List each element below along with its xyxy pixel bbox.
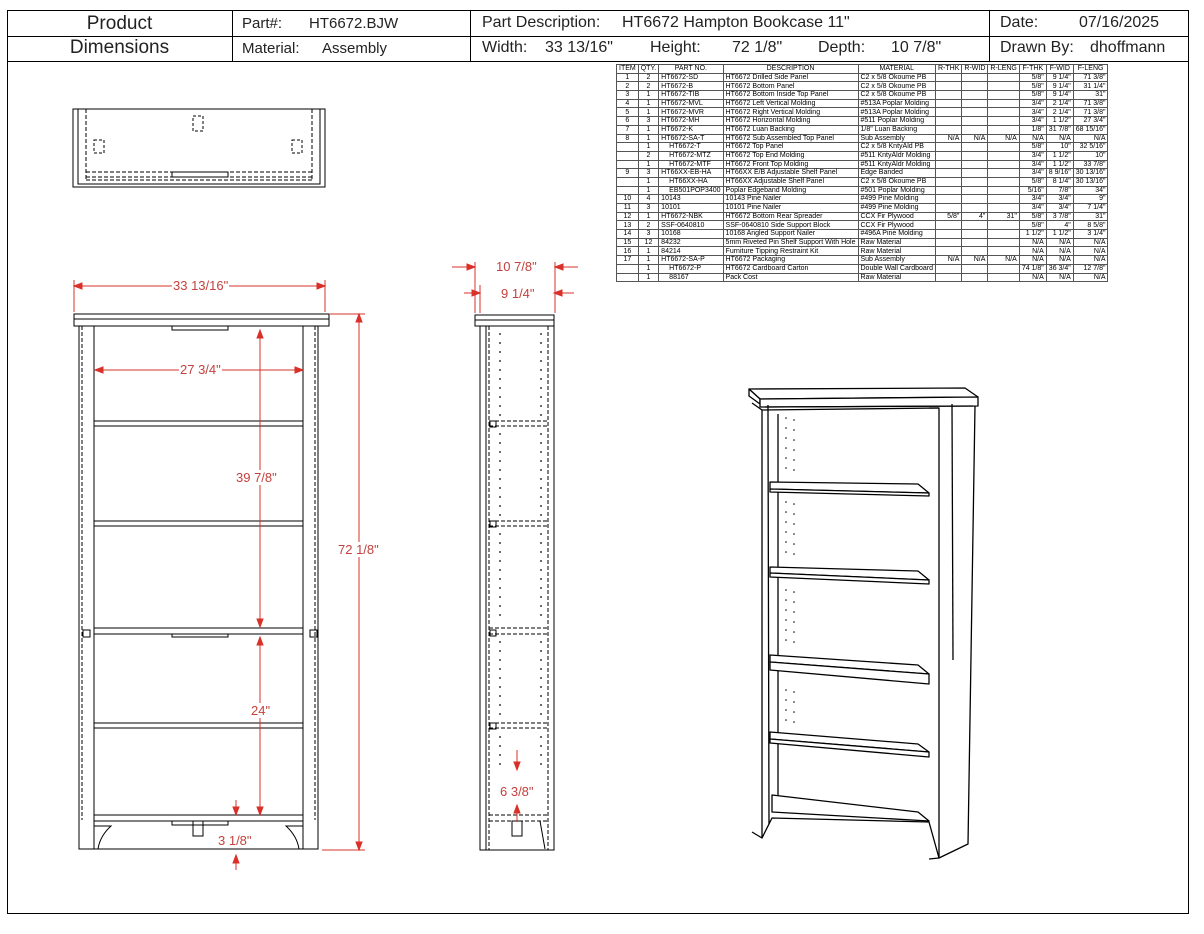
- bom-cell: N/A: [1019, 134, 1046, 143]
- bom-cell: 2 1/4": [1046, 99, 1073, 108]
- bom-cell: 5/8": [1019, 143, 1046, 152]
- bom-cell: 84214: [659, 247, 723, 256]
- bom-header-cell: F-THK: [1019, 65, 1046, 74]
- bom-cell: 5mm Riveted Pin Shelf Support With Hole: [723, 238, 858, 247]
- bom-cell: 6: [617, 117, 639, 126]
- bom-cell: 31 7/8": [1046, 125, 1073, 134]
- bom-cell: 1: [638, 264, 658, 273]
- bom-cell: 10143 Pine Nailer: [723, 195, 858, 204]
- date-value: 07/16/2025: [1079, 14, 1160, 31]
- bom-cell: #513A Poplar Molding: [858, 108, 936, 117]
- bom-cell: 2: [638, 221, 658, 230]
- bom-cell: 10101: [659, 204, 723, 213]
- bom-cell: CCX Fir Plywood: [858, 212, 936, 221]
- bom-cell: HT6672-SA-T: [659, 134, 723, 143]
- bom-cell: HT66XX Adjustable Shelf Panel: [723, 177, 858, 186]
- bom-cell: Sub Assembly: [858, 256, 936, 265]
- bom-cell: 16: [617, 247, 639, 256]
- bom-cell: 1 1/2": [1019, 230, 1046, 239]
- bom-header-cell: QTY.: [638, 65, 658, 74]
- bom-header-cell: F-LENG: [1073, 65, 1108, 74]
- bom-cell: 5/8": [1019, 91, 1046, 100]
- bom-cell: HT66XX-EB-HA: [659, 169, 723, 178]
- bom-cell: N/A: [988, 256, 1019, 265]
- bom-cell: N/A: [1019, 238, 1046, 247]
- dim-upper-opening: 39 7/8": [236, 470, 277, 485]
- bom-cell: N/A: [1073, 134, 1108, 143]
- bom-cell: 31": [1073, 212, 1108, 221]
- part-value: HT6672.BJW: [309, 15, 399, 32]
- bom-cell: 31 1/4": [1073, 82, 1108, 91]
- bom-cell: N/A: [1046, 247, 1073, 256]
- dim-base-height: 3 1/8": [218, 833, 252, 848]
- bom-cell: Raw Material: [858, 238, 936, 247]
- bom-cell: SSF-0640810 Side Support Block: [723, 221, 858, 230]
- bom-cell: 1 1/2": [1046, 160, 1073, 169]
- bom-cell: 1: [638, 99, 658, 108]
- bom-cell: 9": [1073, 195, 1108, 204]
- bom-cell: 4: [617, 99, 639, 108]
- bom-cell: 12 7/8": [1073, 264, 1108, 273]
- bom-cell: 9 1/4": [1046, 91, 1073, 100]
- bom-cell: 3/4": [1019, 99, 1046, 108]
- bom-cell: #501 Poplar Molding: [858, 186, 936, 195]
- bom-cell: HT6672 Bottom Rear Spreader: [723, 212, 858, 221]
- dim-lower-opening: 24": [251, 703, 271, 718]
- bom-cell: HT6672 Top End Molding: [723, 151, 858, 160]
- bom-cell: 2 1/4": [1046, 108, 1073, 117]
- bom-cell: 8: [617, 134, 639, 143]
- bom-cell: N/A: [1046, 134, 1073, 143]
- bom-cell: HT6672 Bottom Panel: [723, 82, 858, 91]
- material-label: Material:: [242, 40, 300, 57]
- bom-header-cell: R-LENG: [988, 65, 1019, 74]
- bom-cell: 2: [617, 82, 639, 91]
- dim-overall-height: 72 1/8": [338, 542, 379, 557]
- bom-cell: 5/8": [1019, 73, 1046, 82]
- bom-cell: 3: [638, 117, 658, 126]
- bom-cell: N/A: [962, 256, 988, 265]
- bom-cell: HT66XX E/B Adjustable Shelf Panel: [723, 169, 858, 178]
- bom-cell: 4": [962, 212, 988, 221]
- product-label-line1: Product: [86, 13, 153, 34]
- bom-cell: 5/16": [1019, 186, 1046, 195]
- bom-cell: 1: [638, 247, 658, 256]
- bom-cell: 33 7/8": [1073, 160, 1108, 169]
- bom-cell: 1/8" Luan Backing: [858, 125, 936, 134]
- bom-cell: Pack Cost: [723, 273, 858, 282]
- bom-cell: 2: [638, 151, 658, 160]
- dim-overall-width: 33 13/16": [173, 278, 229, 293]
- bom-cell: Sub Assembly: [858, 134, 936, 143]
- bom-cell: 8 1/4": [1046, 177, 1073, 186]
- bom-cell: 2: [638, 82, 658, 91]
- bom-cell: 31": [988, 212, 1019, 221]
- depth-label: Depth:: [818, 39, 866, 56]
- bom-cell: 5/8": [1019, 82, 1046, 91]
- bom-cell: 3: [638, 204, 658, 213]
- bom-cell: N/A: [962, 134, 988, 143]
- bom-cell: 9 1/4": [1046, 73, 1073, 82]
- bom-cell: 1: [638, 134, 658, 143]
- bom-cell: Poplar Edgeband Molding: [723, 186, 858, 195]
- bom-cell: N/A: [1073, 256, 1108, 265]
- width-value: 33 13/16": [545, 39, 613, 56]
- bom-cell: 88167: [659, 273, 723, 282]
- bom-cell: HT6672 Right Vertical Molding: [723, 108, 858, 117]
- material-value: Assembly: [322, 40, 388, 57]
- bom-cell: 5: [617, 108, 639, 117]
- bom-cell: HT6672-MTZ: [659, 151, 723, 160]
- bom-cell: N/A: [1046, 238, 1073, 247]
- bom-cell: 11: [617, 204, 639, 213]
- bom-cell: 68 15/16": [1073, 125, 1108, 134]
- bom-cell: N/A: [1019, 256, 1046, 265]
- bom-cell: 36 3/4": [1046, 264, 1073, 273]
- bom-cell: 3 1/4": [1073, 230, 1108, 239]
- bom-cell: 5/8": [1019, 177, 1046, 186]
- bom-cell: C2 x 5/8 Okoume PB: [858, 91, 936, 100]
- bom-cell: HT6672-T: [659, 143, 723, 152]
- height-label: Height:: [650, 39, 701, 56]
- bom-cell: 9: [617, 169, 639, 178]
- bom-cell: #513A Poplar Molding: [858, 99, 936, 108]
- bom-cell: HT6672-SA-P: [659, 256, 723, 265]
- bom-header-cell: R-THK: [936, 65, 962, 74]
- part-label: Part#:: [242, 15, 283, 32]
- bom-cell: Raw Material: [858, 273, 936, 282]
- bom-cell: 1: [638, 91, 658, 100]
- bom-cell: C2 x 5/8 Okoume PB: [858, 82, 936, 91]
- bom-cell: 8 9/16": [1046, 169, 1073, 178]
- bom-cell: 3/4": [1019, 108, 1046, 117]
- bom-cell: HT6672 Horizontal Molding: [723, 117, 858, 126]
- width-label: Width:: [482, 39, 528, 56]
- bom-cell: 1: [638, 186, 658, 195]
- bom-header-cell: MATERIAL: [858, 65, 936, 74]
- bom-cell: Double Wall Cardboard: [858, 264, 936, 273]
- bom-cell: HT6672 Luan Backing: [723, 125, 858, 134]
- bom-cell: 10101 Pine Nailer: [723, 204, 858, 213]
- bom-cell: 7/8": [1046, 186, 1073, 195]
- bom-cell: 34": [1073, 186, 1108, 195]
- bom-cell: HT6672 Bottom Inside Top Panel: [723, 91, 858, 100]
- bom-cell: 1: [638, 143, 658, 152]
- bom-cell: 30 13/16": [1073, 169, 1108, 178]
- bom-cell: 3: [638, 169, 658, 178]
- drawn-by-value: dhoffmann: [1090, 39, 1166, 56]
- bom-cell: 17: [617, 256, 639, 265]
- dim-hole-offset: 6 3/8": [500, 784, 534, 799]
- height-value: 72 1/8": [732, 39, 783, 56]
- product-label-line2: Dimensions: [69, 37, 170, 58]
- bom-cell: 3: [617, 91, 639, 100]
- bom-cell: Raw Material: [858, 247, 936, 256]
- bom-cell: HT6672 Left Vertical Molding: [723, 99, 858, 108]
- bom-cell: C2 x 5/8 Okoume PB: [858, 177, 936, 186]
- bom-cell: HT6672-B: [659, 82, 723, 91]
- bom-cell: 71 3/8": [1073, 99, 1108, 108]
- bom-cell: HT6672-MVL: [659, 99, 723, 108]
- bom-cell: 27 3/4": [1073, 117, 1108, 126]
- bom-cell: 12: [617, 212, 639, 221]
- bom-header-cell: R-WID: [962, 65, 988, 74]
- bom-cell: HT6672 Packaging: [723, 256, 858, 265]
- bom-cell: Edge Banded: [858, 169, 936, 178]
- bom-cell: 3/4": [1019, 160, 1046, 169]
- bom-cell: 5/8": [1019, 221, 1046, 230]
- bom-cell: N/A: [988, 134, 1019, 143]
- bom-cell: HT6672-MH: [659, 117, 723, 126]
- bom-cell: N/A: [1046, 273, 1073, 282]
- date-label: Date:: [1000, 14, 1039, 31]
- bom-cell: 9 1/4": [1046, 82, 1073, 91]
- bom-cell: 5/8": [936, 212, 962, 221]
- bom-cell: 7: [617, 125, 639, 134]
- bom-cell: 74 1/8": [1019, 264, 1046, 273]
- bom-cell: 3/4": [1019, 169, 1046, 178]
- bom-cell: 71 3/8": [1073, 73, 1108, 82]
- bom-cell: 10168: [659, 230, 723, 239]
- bom-cell: C2 x 5/8 Okoume PB: [858, 73, 936, 82]
- dim-side-depth: 9 1/4": [501, 286, 535, 301]
- bom-cell: CCX Fir Plywood: [858, 221, 936, 230]
- bom-cell: HT6672 Drilled Side Panel: [723, 73, 858, 82]
- drawn-by-label: Drawn By:: [1000, 39, 1074, 56]
- bom-cell: 13: [617, 221, 639, 230]
- bom-cell: 4: [638, 195, 658, 204]
- bom-cell: 1: [638, 256, 658, 265]
- bom-cell: 3/4": [1046, 204, 1073, 213]
- bom-cell: 7 1/4": [1073, 204, 1108, 213]
- bom-cell: 14: [617, 230, 639, 239]
- bom-cell: 1 1/2": [1046, 151, 1073, 160]
- bom-cell: 1: [638, 108, 658, 117]
- bom-cell: #499 Pine Molding: [858, 204, 936, 213]
- bom-cell: 71 3/8": [1073, 108, 1108, 117]
- dim-overall-depth: 10 7/8": [496, 259, 537, 274]
- bom-cell: 1/8": [1019, 125, 1046, 134]
- bom-cell: HT6672 Front Top Molding: [723, 160, 858, 169]
- bom-cell: HT6672-TIB: [659, 91, 723, 100]
- bom-cell: N/A: [1019, 273, 1046, 282]
- bom-cell: #511 KntyAldr Molding: [858, 160, 936, 169]
- bom-cell: #499 Pine Molding: [858, 195, 936, 204]
- bom-cell: C2 x 5/8 KntyAld PB: [858, 143, 936, 152]
- bom-cell: N/A: [936, 134, 962, 143]
- bom-cell: 30 13/16": [1073, 177, 1108, 186]
- bom-cell: 32 5/16": [1073, 143, 1108, 152]
- bom-cell: HT6672-MTF: [659, 160, 723, 169]
- bom-cell: HT6672-SD: [659, 73, 723, 82]
- bom-cell: 3/4": [1019, 151, 1046, 160]
- bom-cell: 10143: [659, 195, 723, 204]
- bom-header-cell: PART NO.: [659, 65, 723, 74]
- bom-cell: 1: [638, 125, 658, 134]
- bom-cell: HT6672-K: [659, 125, 723, 134]
- bom-cell: Furniture Tipping Restraint Kit: [723, 247, 858, 256]
- bom-cell: HT6672-MVR: [659, 108, 723, 117]
- bom-cell: 10: [617, 195, 639, 204]
- bom-cell: N/A: [1046, 256, 1073, 265]
- bom-header-cell: F-WID: [1046, 65, 1073, 74]
- bom-cell: N/A: [936, 256, 962, 265]
- bom-cell: 15: [617, 238, 639, 247]
- bom-cell: SSF-0640810: [659, 221, 723, 230]
- bom-cell: 3/4": [1019, 117, 1046, 126]
- bom-cell: 10168 Angled Support Nailer: [723, 230, 858, 239]
- bom-cell: #496A Pine Molding: [858, 230, 936, 239]
- bom-cell: HT6672 Top Panel: [723, 143, 858, 152]
- bom-cell: HT6672 Sub Assembled Top Panel: [723, 134, 858, 143]
- bom-cell: 4": [1046, 221, 1073, 230]
- bom-cell: HT66XX-HA: [659, 177, 723, 186]
- bom-cell: 3/4": [1019, 204, 1046, 213]
- bom-cell: 1: [638, 273, 658, 282]
- bom-cell: N/A: [1073, 273, 1108, 282]
- bom-cell: 1: [617, 73, 639, 82]
- dim-inner-width: 27 3/4": [180, 362, 221, 377]
- bom-cell: N/A: [1073, 238, 1108, 247]
- bom-cell: 1: [638, 177, 658, 186]
- bom-cell: #511 Poplar Molding: [858, 117, 936, 126]
- bom-cell: N/A: [1073, 247, 1108, 256]
- bom-cell: HT6672 Cardboard Carton: [723, 264, 858, 273]
- bom-cell: 8 5/8": [1073, 221, 1108, 230]
- bom-cell: 1 1/2": [1046, 117, 1073, 126]
- bom-cell: 3/4": [1046, 195, 1073, 204]
- depth-value: 10 7/8": [891, 39, 942, 56]
- bom-cell: 2: [638, 73, 658, 82]
- bom-cell: 10": [1073, 151, 1108, 160]
- bom-cell: 12: [638, 238, 658, 247]
- bom-cell: 10": [1046, 143, 1073, 152]
- bom-cell: 5/8": [1019, 212, 1046, 221]
- bom-cell: HT6672-P: [659, 264, 723, 273]
- bom-header-cell: ITEM: [617, 65, 639, 74]
- bom-cell: 1: [638, 160, 658, 169]
- bom-cell: HT6672-NBK: [659, 212, 723, 221]
- bom-cell: 31": [1073, 91, 1108, 100]
- bom-cell: 1: [638, 212, 658, 221]
- bom-cell: N/A: [1019, 247, 1046, 256]
- description-label: Part Description:: [482, 14, 601, 31]
- bom-cell: 1 1/2": [1046, 230, 1073, 239]
- description-value: HT6672 Hampton Bookcase 11": [622, 14, 850, 31]
- bom-cell: #511 KntyAldr Molding: [858, 151, 936, 160]
- bom-cell: 3: [638, 230, 658, 239]
- bom-cell: 3/4": [1019, 195, 1046, 204]
- bom-cell: 3 7/8": [1046, 212, 1073, 221]
- bom-cell: EB501POP3400: [659, 186, 723, 195]
- bom-header-cell: DESCRIPTION: [723, 65, 858, 74]
- bom-cell: 84232: [659, 238, 723, 247]
